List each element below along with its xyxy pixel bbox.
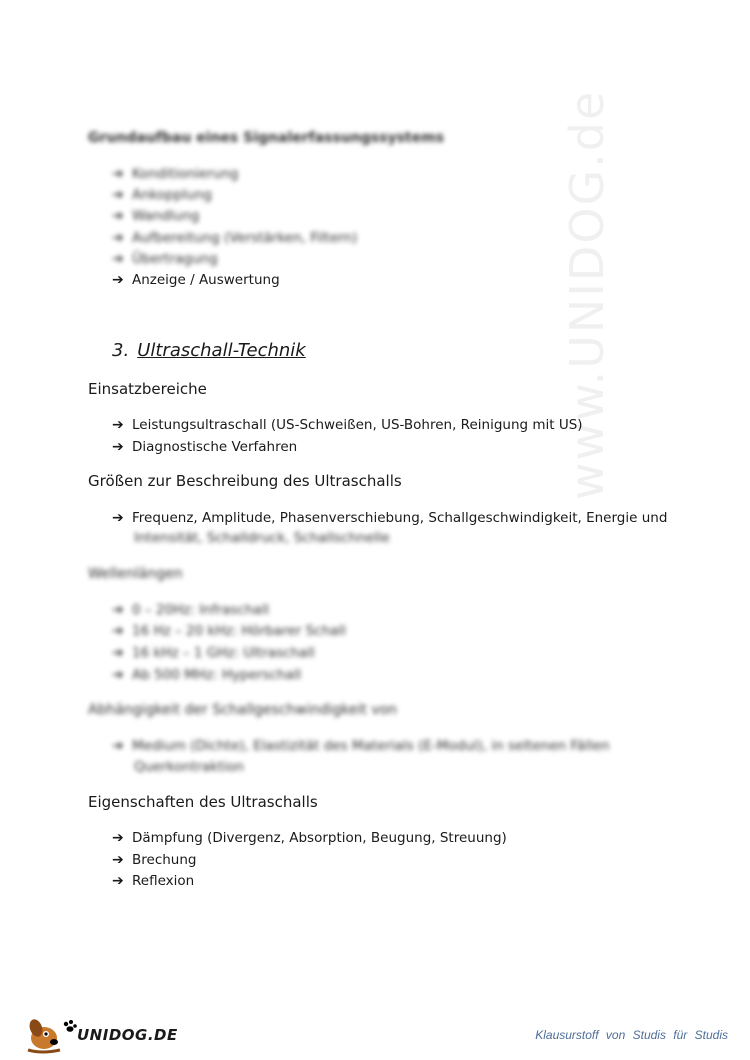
arrow-right-icon: ➔ [112, 417, 124, 433]
list-item: ➔ Medium (Dichte), Elastizität des Materials (E-Modul), in seltenen Fällen [112, 738, 610, 754]
list-item: ➔ Reflexion [112, 873, 195, 889]
list-item: ➔ Übertragung [112, 251, 218, 267]
arrow-right-icon: ➔ [112, 602, 124, 618]
list-item: ➔ Ankopplung [112, 187, 212, 203]
section-heading: Einsatzbereiche [88, 380, 207, 398]
list-item: ➔ Dämpfung (Divergenz, Absorption, Beugung, Streuung) [112, 830, 507, 846]
list-item: ➔ Anzeige / Auswertung [112, 272, 280, 288]
list-item-continuation: Intensität, Schalldruck, Schallschnelle [134, 530, 390, 546]
arrow-right-icon: ➔ [112, 251, 124, 267]
arrow-right-icon: ➔ [112, 623, 124, 639]
unidog-logo [22, 1014, 178, 1054]
logo-text: UNIDOG.DE [77, 1026, 178, 1044]
arrow-right-icon: ➔ [112, 510, 124, 526]
chapter-number: 3. [112, 340, 130, 361]
arrow-right-icon: ➔ [112, 667, 124, 683]
section-heading: Eigenschaften des Ultraschalls [88, 793, 318, 811]
footer-tagline: Klausurstoff von Studis für Studis [535, 1028, 728, 1042]
arrow-right-icon: ➔ [112, 645, 124, 661]
list-item: ➔ 16 kHz – 1 GHz: Ultraschall [112, 645, 315, 661]
arrow-right-icon: ➔ [112, 272, 124, 288]
list-item-continuation: Querkontraktion [134, 759, 244, 775]
arrow-right-icon: ➔ [112, 187, 124, 203]
list-item: ➔ Wandlung [112, 208, 200, 224]
list-item: ➔ Frequenz, Amplitude, Phasenverschiebung, Schallgeschwindigkeit, Energie und [112, 510, 668, 526]
arrow-right-icon: ➔ [112, 830, 124, 846]
section-heading: Wellenlängen [88, 566, 183, 582]
section-heading: Größen zur Beschreibung des Ultraschalls [88, 472, 402, 490]
list-item: ➔ Diagnostische Verfahren [112, 439, 298, 455]
chapter-title [112, 340, 306, 361]
arrow-right-icon: ➔ [112, 166, 124, 182]
arrow-right-icon: ➔ [112, 208, 124, 224]
arrow-right-icon: ➔ [112, 873, 124, 889]
list-item: ➔ 0 – 20Hz: Infraschall [112, 602, 270, 618]
list-item: ➔ Leistungsultraschall (US-Schweißen, US-Bohren, Reinigung mit US) [112, 417, 583, 433]
arrow-right-icon: ➔ [112, 230, 124, 246]
top-heading: Grundaufbau eines Signalerfassungssystems [88, 130, 445, 146]
arrow-right-icon: ➔ [112, 439, 124, 455]
chapter-title-text: Ultraschall-Technik [137, 340, 306, 361]
arrow-right-icon: ➔ [112, 738, 124, 754]
dog-icon [22, 1014, 78, 1054]
list-item: ➔ Aufbereitung (Verstärken, Filtern) [112, 230, 358, 246]
arrow-right-icon: ➔ [112, 852, 124, 868]
section-heading: Abhängigkeit der Schallgeschwindigkeit von [88, 702, 398, 718]
list-item: ➔ Brechung [112, 852, 197, 868]
list-item: ➔ Konditionierung [112, 166, 239, 182]
list-item: ➔ 16 Hz – 20 kHz: Hörbarer Schall [112, 623, 346, 639]
watermark: www.UNIDOG.de [560, 89, 614, 500]
list-item: ➔ Ab 500 MHz: Hyperschall [112, 667, 302, 683]
